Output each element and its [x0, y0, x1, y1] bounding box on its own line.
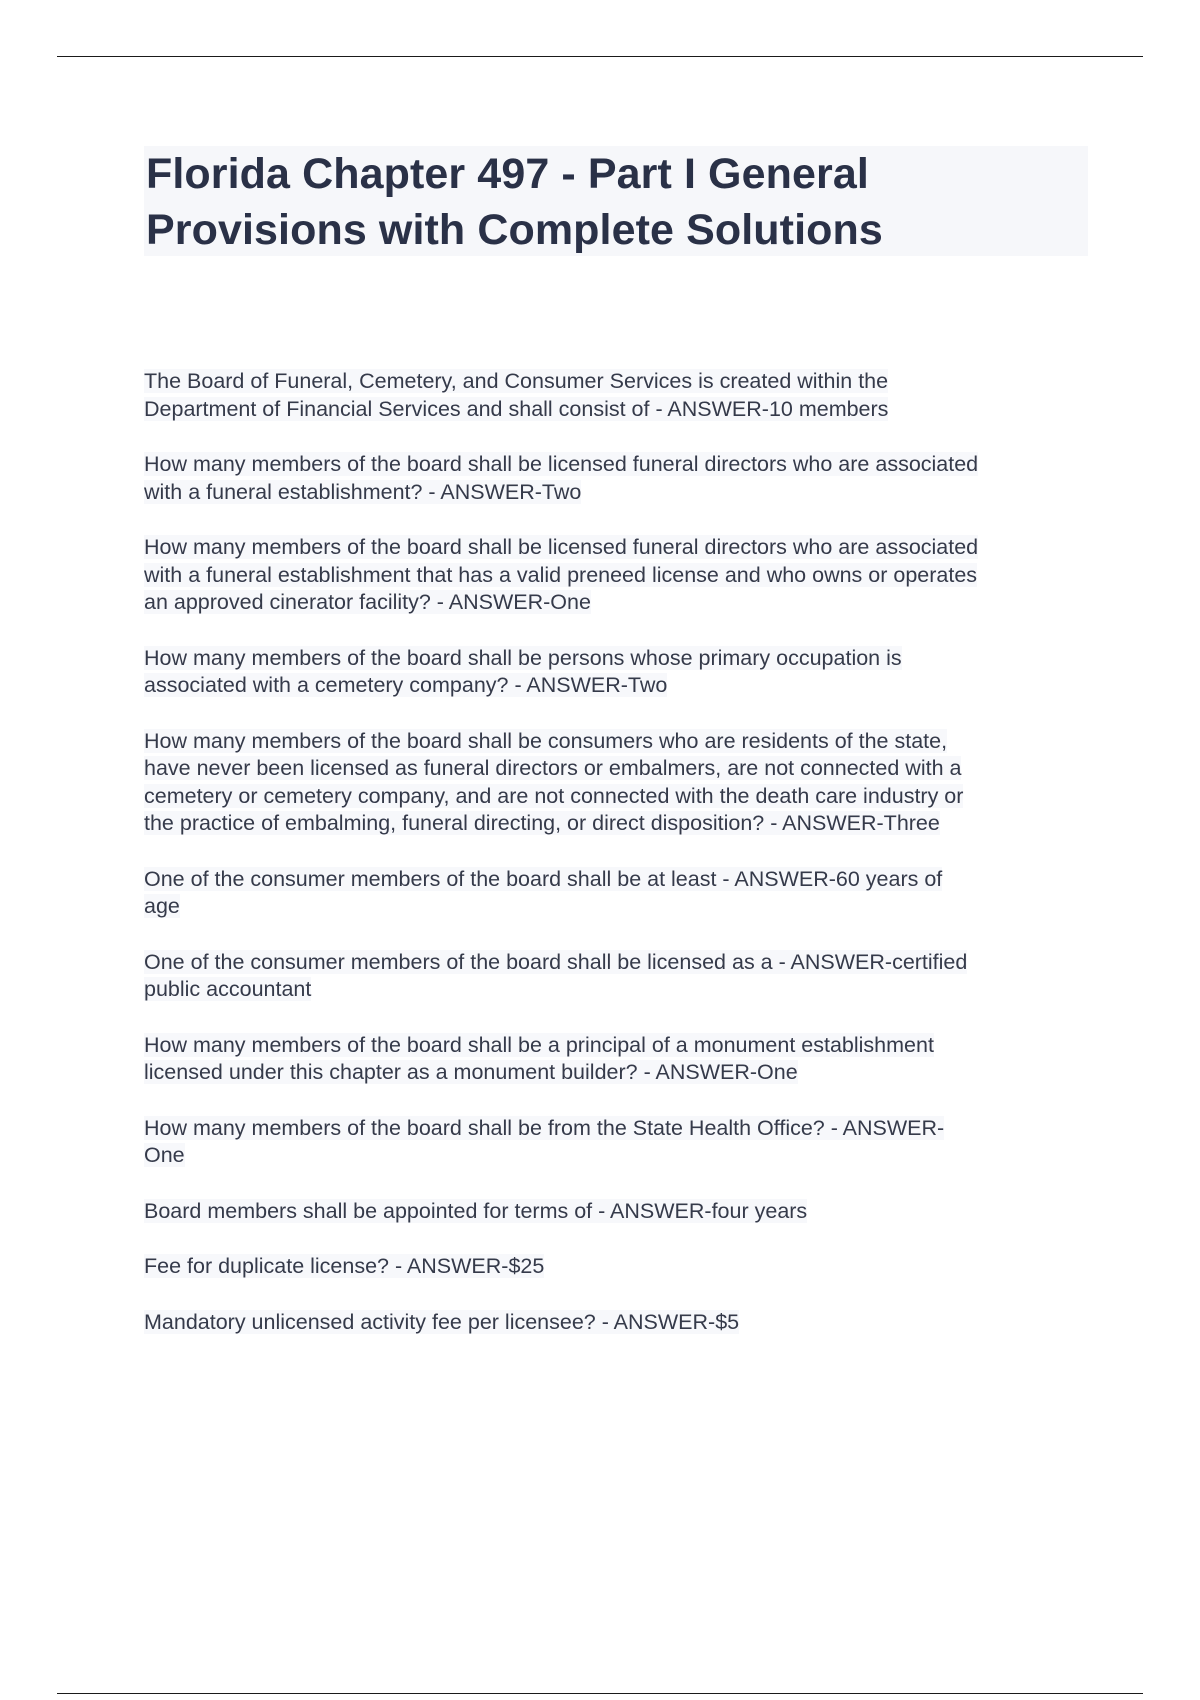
- qa-text: One of the consumer members of the board shall be at least - ANSWER-60 years of age: [144, 866, 943, 918]
- qa-text: Board members shall be appointed for terms of - ANSWER-four years: [144, 1198, 808, 1223]
- qa-item-11: [144, 1253, 1094, 1281]
- top-divider: [57, 56, 1143, 57]
- qa-list: [144, 368, 1094, 1336]
- document-title: Florida Chapter 497 - Part I General Provisions with Complete Solutions: [146, 150, 883, 254]
- qa-item-4: [144, 645, 1094, 700]
- qa-text: Mandatory unlicensed activity fee per licensee? - ANSWER-$5: [144, 1309, 740, 1334]
- qa-text: How many members of the board shall be consumers who are residents of the state, have never been licensed as funeral directors or embalmers, are not connected with a cemetery or cemetery company, and are not connected with the death care industry or the practice of embalming, funeral directing, or direct disposition? - ANSWER-Three: [144, 728, 964, 835]
- qa-item-7: [144, 949, 1094, 1004]
- title-block: [144, 146, 1088, 256]
- qa-item-8: [144, 1032, 1094, 1087]
- qa-item-10: [144, 1198, 1094, 1226]
- qa-item-3: [144, 534, 1094, 617]
- qa-text: How many members of the board shall be persons whose primary occupation is associated with a cemetery company? - ANSWER-Two: [144, 645, 902, 697]
- qa-item-9: [144, 1115, 1094, 1170]
- qa-item-12: [144, 1309, 1094, 1337]
- bottom-divider: [57, 1693, 1143, 1694]
- qa-item-6: [144, 866, 1094, 921]
- qa-text: How many members of the board shall be licensed funeral directors who are associated with a funeral establishment? - ANSWER-Two: [144, 452, 979, 504]
- qa-item-5: [144, 728, 1094, 838]
- qa-item-1: [144, 368, 1094, 423]
- qa-text: Fee for duplicate license? - ANSWER-$25: [144, 1254, 545, 1278]
- qa-text: How many members of the board shall be licensed funeral directors who are associated with a funeral establishment that has a valid preneed license and who owns or operates an approved cinerator facility? - ANSWER-One: [144, 535, 979, 614]
- qa-item-2: [144, 451, 1094, 506]
- qa-text: One of the consumer members of the board shall be licensed as a - ANSWER-certified public accountant: [144, 949, 968, 1001]
- qa-text: The Board of Funeral, Cemetery, and Consumer Services is created within the Department of Financial Services and shall consist of - ANSWER-10 members: [144, 369, 889, 421]
- qa-text: How many members of the board shall be a principal of a monument establishment licensed under this chapter as a monument builder? - ANSWER-One: [144, 1032, 934, 1084]
- qa-text: How many members of the board shall be from the State Health Office? - ANSWER- One: [144, 1115, 945, 1167]
